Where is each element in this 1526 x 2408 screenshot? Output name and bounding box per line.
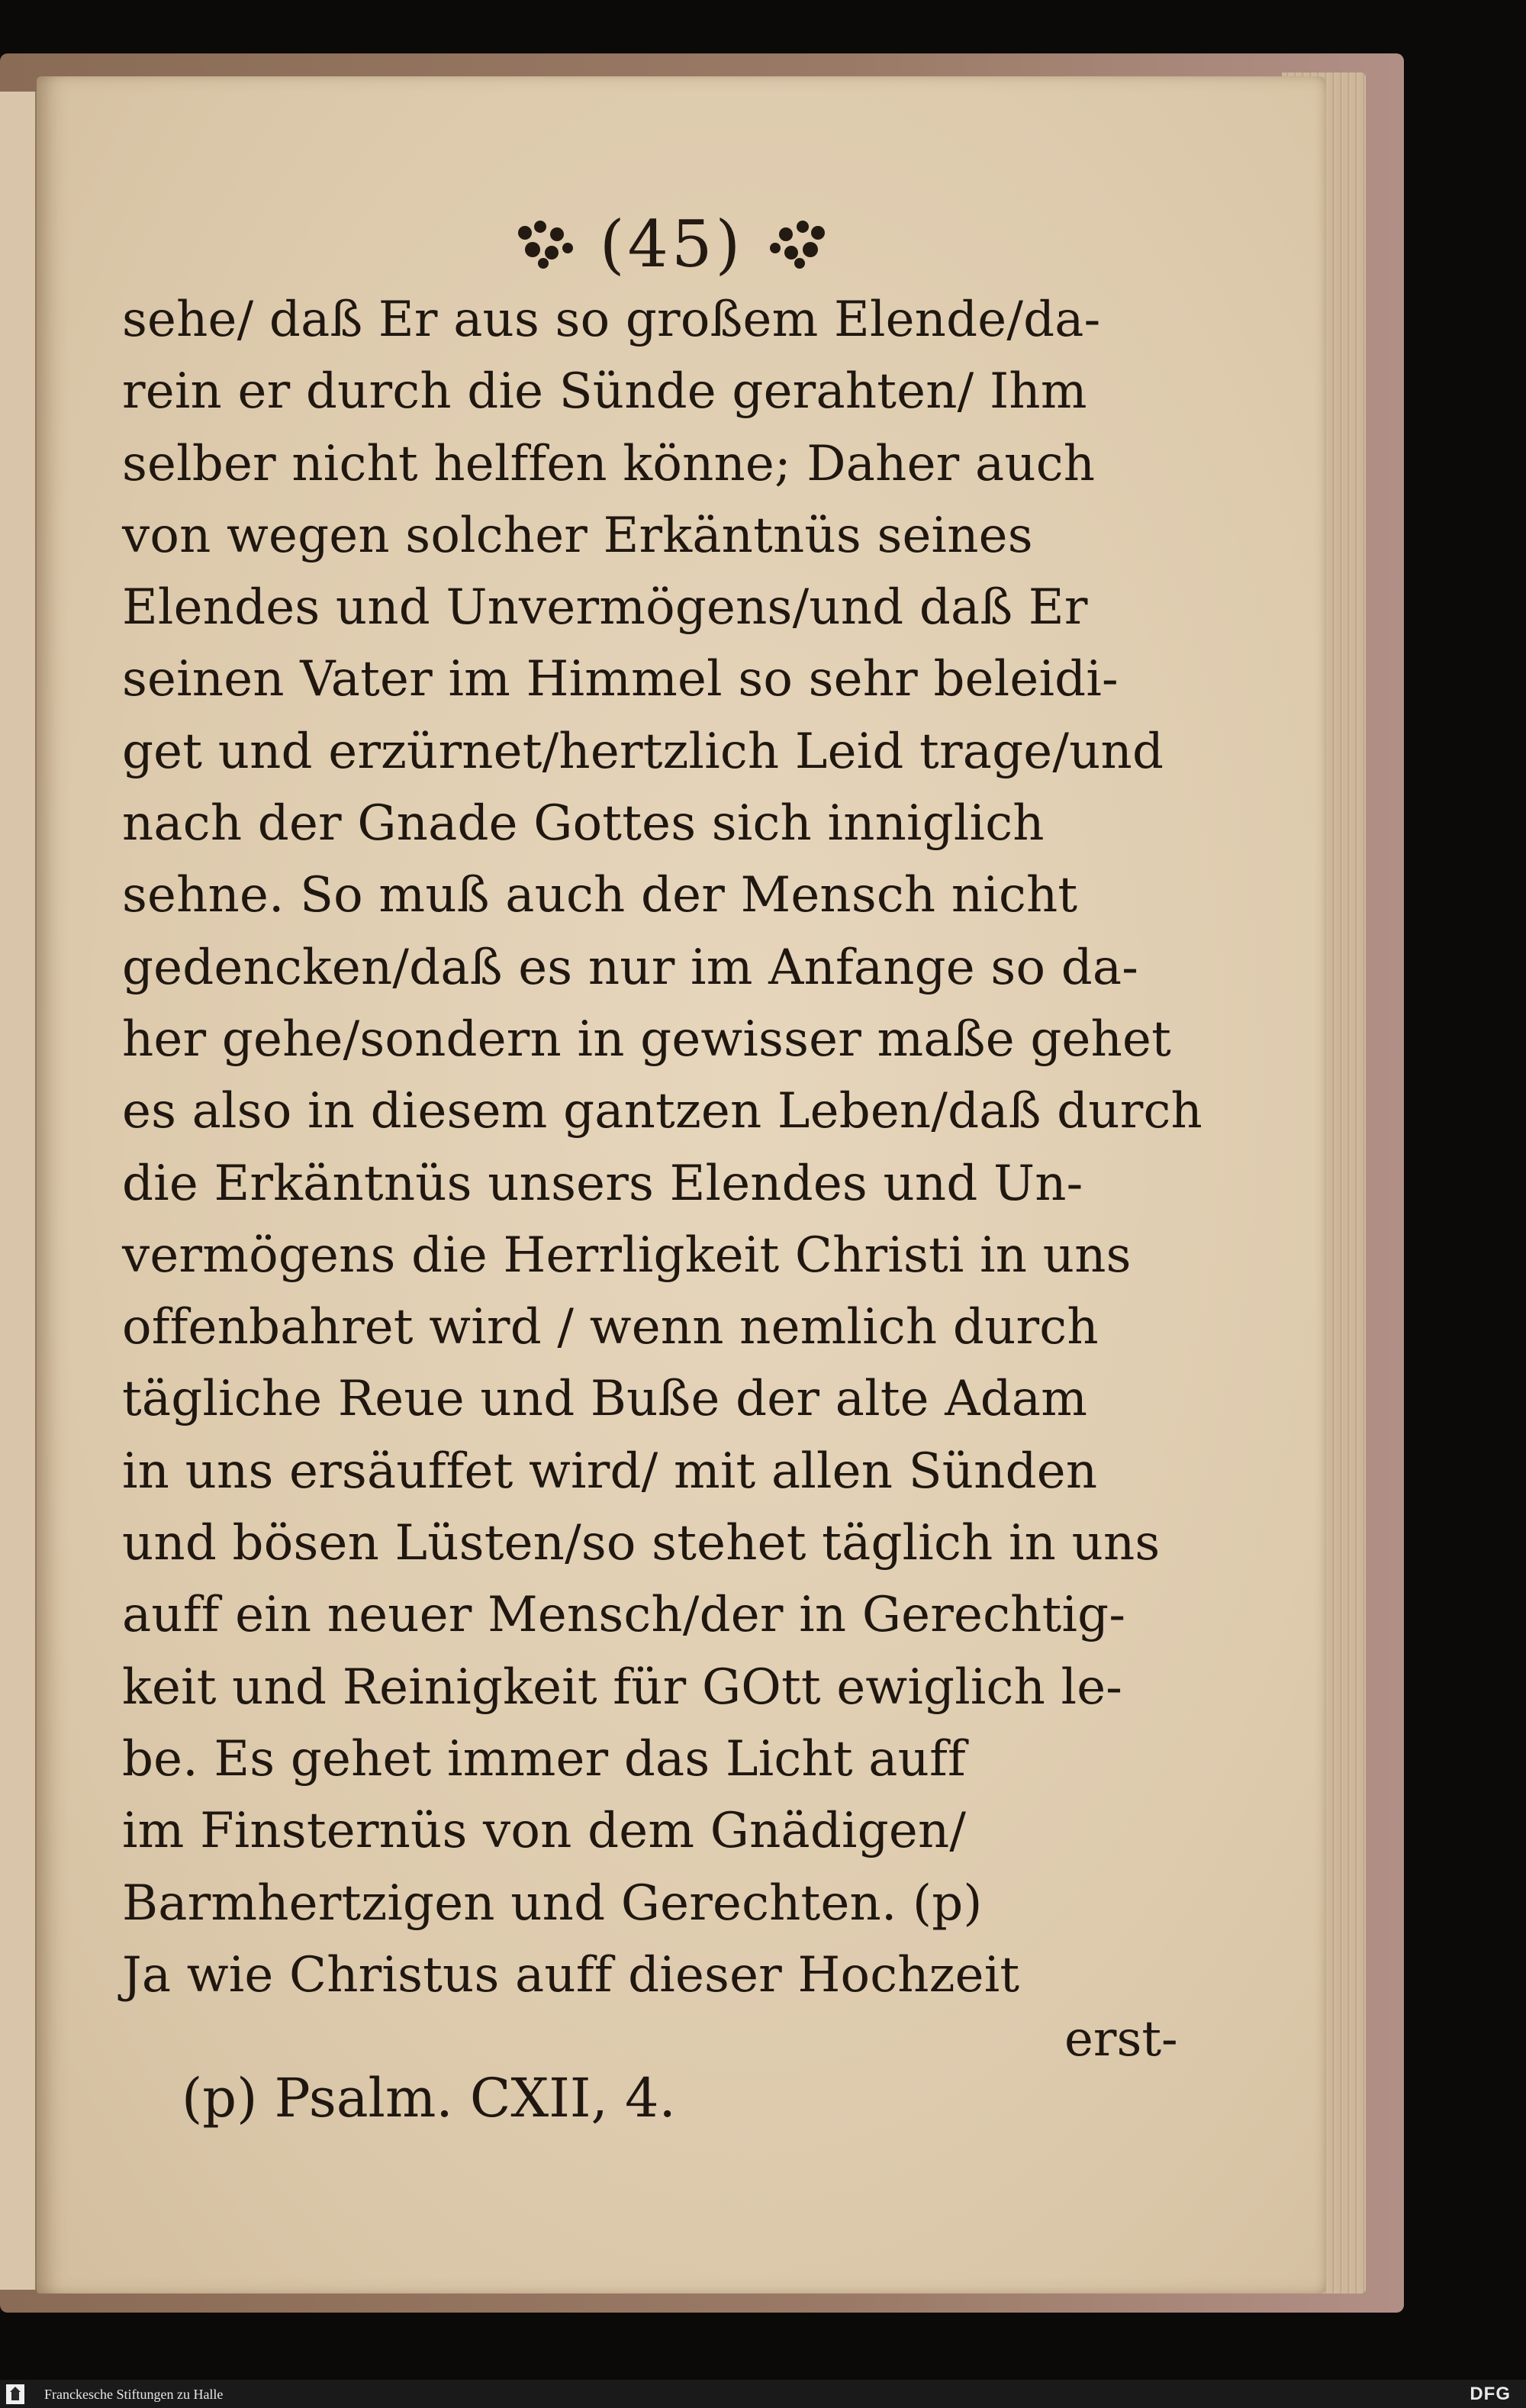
text-line: von wegen solcher Erkäntnüs seines [122,507,1033,564]
text-line: rein er durch die Sünde gerahten/ Ihm [122,363,1087,421]
footnote: (p) Psalm. CXII, 4. [182,2067,676,2129]
text-line: nach der Gnade Gottes sich inniglich [122,795,1045,853]
text-line: im Finsternüs von dem Gnädigen/ [122,1803,967,1860]
catchword: erst- [1064,2011,1178,2068]
viewer-footer [0,2380,1526,2408]
text-line: selber nicht helffen könne; Daher auch [122,435,1096,492]
right-ornament-icon [765,218,833,271]
text-line: vermögens die Herrligkeit Christi in uns [122,1227,1132,1284]
text-line: sehne. So muß auch der Mensch nicht [122,867,1078,924]
text-line: Barmhertzigen und Gerechten. (p) [122,1875,983,1932]
text-line: Elendes und Unvermögens/und daß Er [122,579,1088,637]
left-ornament-icon [510,218,578,271]
text-line: in uns ersäuffet wird/ mit allen Sünden [122,1443,1098,1500]
text-line: auff ein neuer Mensch/der in Gerechtig- [122,1587,1126,1644]
text-line: und bösen Lüsten/so stehet täglich in uns [122,1515,1161,1572]
page-header [404,202,938,286]
text-line: die Erkäntnüs unsers Elendes und Un- [122,1155,1083,1212]
institution-name: Franckesche Stiftungen zu Halle [44,2387,224,2402]
facing-page-edge [0,92,37,2290]
text-line: be. Es gehet immer das Licht auff [122,1730,966,1787]
institution-logo-icon [6,2384,24,2404]
body-text [122,284,1213,2011]
dfg-logo: DFG [1470,2384,1511,2404]
text-line: gedencken/daß es nur im Anfange so da- [122,939,1139,996]
text-line: get und erzürnet/hertzlich Leid trage/und [122,723,1164,780]
text-line: seinen Vater im Himmel so sehr beleidi- [122,651,1119,708]
text-line: offenbahret wird / wenn nemlich durch [122,1299,1099,1356]
text-line: sehe/ daß Er aus so großem Elende/da- [122,292,1101,348]
text-line: keit und Reinigkeit für GOtt ewiglich le- [122,1659,1123,1716]
text-line: tägliche Reue und Buße der alte Adam [122,1371,1088,1428]
text-line: Ja wie Christus auff dieser Hochzeit [122,1946,1020,2003]
text-line: es also in diesem gantzen Leben/daß durch [122,1083,1202,1140]
text-line: her gehe/sondern in gewisser maße gehet [122,1011,1172,1068]
page-number: (45) [599,207,744,282]
